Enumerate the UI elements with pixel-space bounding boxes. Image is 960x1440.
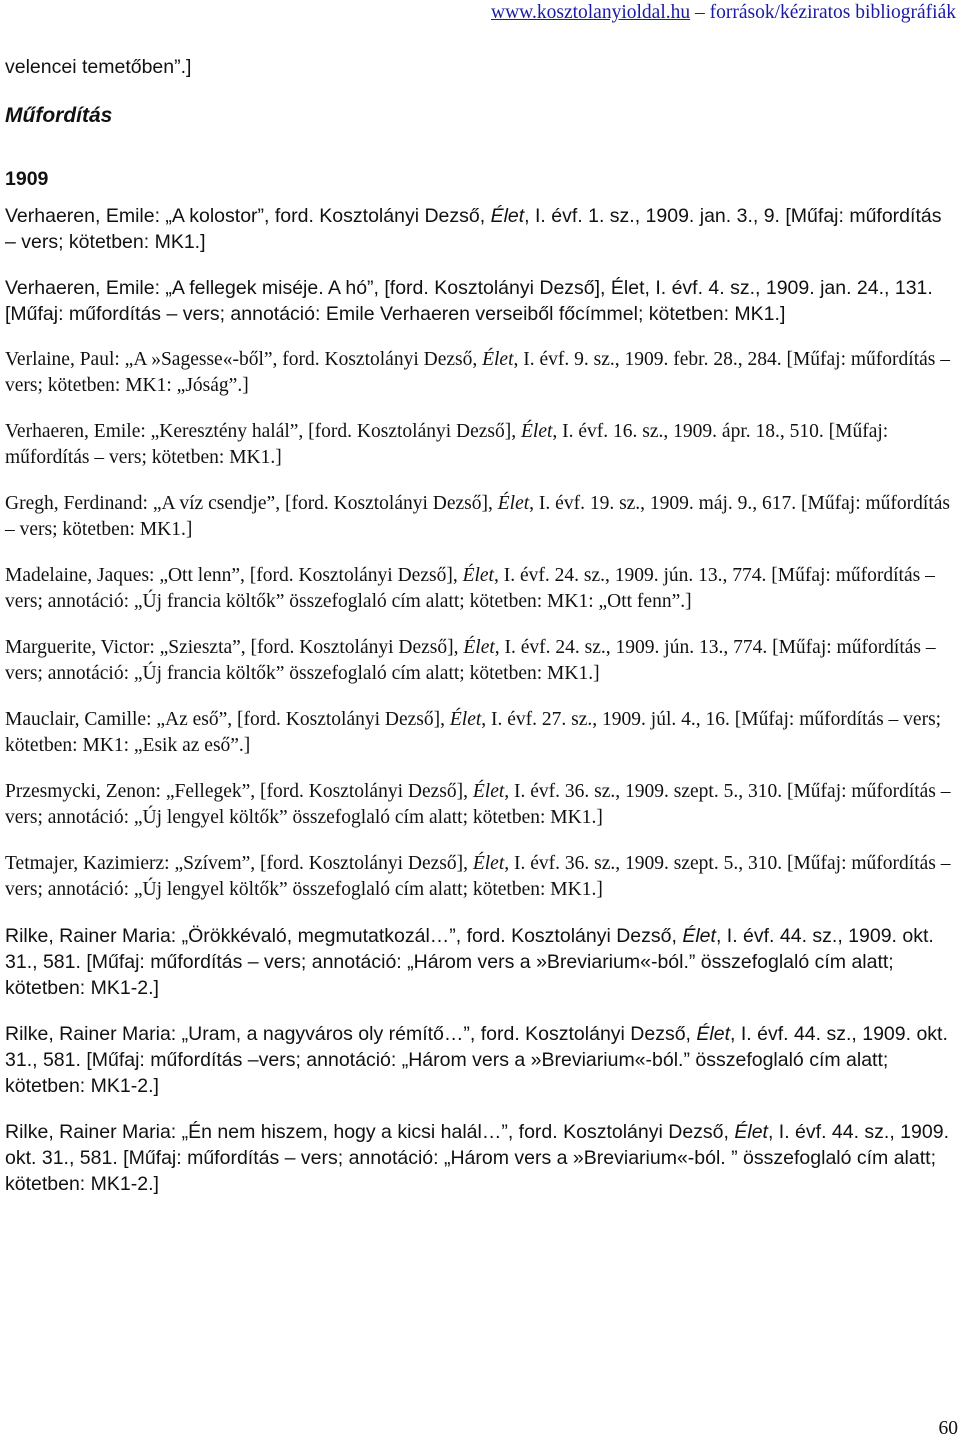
bibliography-entry xyxy=(5,635,955,687)
entry-text: Verlaine, Paul: „A »Sagesse«-ből”, ford. Kosztolányi Dezső, xyxy=(5,349,483,370)
entry-text: Verhaeren, Emile: „A kolostor”, ford. Kosztolányi Dezső, xyxy=(5,205,491,227)
year-heading: 1909 xyxy=(5,168,49,190)
journal-title: Élet xyxy=(463,637,495,658)
entry-text: , I. évf. 36. sz., 1909. szept. 5., 310. [Műfaj: műfordítás – vers; annotáció: „Új lengyel költők” összefoglaló cím alatt; kötetben: MK1.] xyxy=(5,781,951,828)
header-separator: – xyxy=(690,2,710,23)
journal-title: Élet xyxy=(682,925,716,947)
bibliography-entry xyxy=(5,923,955,1001)
entry-text: Madelaine, Jaques: „Ott lenn”, [ford. Kosztolányi Dezső], xyxy=(5,565,463,586)
entry-text: Gregh, Ferdinand: „A víz csendje”, [ford. Kosztolányi Dezső], xyxy=(5,493,498,514)
bibliography-entry xyxy=(5,491,955,543)
bibliography-entry xyxy=(5,1021,955,1099)
section-title: Műfordítás xyxy=(5,104,113,127)
bibliography-entry xyxy=(5,1119,955,1197)
page-number: 60 xyxy=(938,1418,958,1439)
entry-text: , I. évf. 27. sz., 1909. júl. 4., 16. [Műfaj: műfordítás – vers; kötetben: MK1: „Esik az eső”.] xyxy=(5,709,942,756)
continued-text: velencei temetőben”.] xyxy=(5,56,192,78)
journal-title: Élet xyxy=(472,781,505,802)
journal-title: Élet xyxy=(449,709,482,730)
entry-text: , I. évf. 16. sz., 1909. ápr. 18., 510. [Műfaj: műfordítás – vers; kötetben: MK1.] xyxy=(5,421,889,468)
entry-text: Rilke, Rainer Maria: „Én nem hiszem, hogy a kicsi halál…”, ford. Kosztolányi Dezső, xyxy=(5,1121,735,1143)
entry-text: , I. évf. 9. sz., 1909. febr. 28., 284. [Műfaj: műfordítás – vers; kötetben: MK1: „Jóság”.] xyxy=(5,349,951,396)
journal-title: Élet xyxy=(696,1023,731,1045)
journal-title: Élet xyxy=(462,565,494,586)
bibliography-entry xyxy=(5,851,955,903)
entry-text: Marguerite, Victor: „Szieszta”, [ford. Kosztolányi Dezső], xyxy=(5,637,464,658)
entry-text: , I. évf. 36. sz., 1909. szept. 5., 310. [Műfaj: műfordítás – vers; annotáció: „Új lengyel költők” összefoglaló cím alatt; kötetben: MK1.] xyxy=(5,853,951,900)
journal-title: Élet xyxy=(490,205,525,227)
site-link[interactable]: www.kosztolanyioldal.hu xyxy=(491,2,691,23)
bibliography-entry xyxy=(5,779,955,831)
bibliography-entry xyxy=(5,563,955,615)
journal-title: Élet xyxy=(497,493,530,514)
entry-text: Przesmycki, Zenon: „Fellegek”, [ford. Kosztolányi Dezső], xyxy=(5,781,473,802)
bibliography-entry xyxy=(5,707,955,759)
bibliography-entry xyxy=(5,275,955,327)
entry-text: Verhaeren, Emile: „Keresztény halál”, [ford. Kosztolányi Dezső], xyxy=(5,421,521,442)
journal-title: Élet xyxy=(472,853,505,874)
entry-text: , I. évf. 1. sz., 1909. jan. 3., 9. [Műfaj: műfordítás – vers; kötetben: MK1.] xyxy=(5,205,942,253)
entry-text: Rilke, Rainer Maria: „Örökkévaló, megmutatkozál…”, ford. Kosztolányi Dezső, xyxy=(5,925,683,947)
journal-title: Élet xyxy=(734,1121,768,1143)
entry-text: , I. évf. 44. sz., 1909. okt. 31., 581. [Műfaj: műfordítás – vers; annotáció: „Három vers a »Breviarium«-ból. ” összefoglaló cím alatt; kötetben: MK1-2.] xyxy=(5,1121,949,1195)
entry-text: , I. évf. 44. sz., 1909. okt. 31., 581. [Műfaj: műfordítás – vers; annotáció: „Három vers a »Breviarium«-ból.” összefoglaló cím alatt; kötetben: MK1-2.] xyxy=(5,925,934,999)
entry-text: , I. évf. 19. sz., 1909. máj. 9., 617. [Műfaj: műfordítás – vers; kötetben: MK1.] xyxy=(5,493,950,540)
header-description: források/kéziratos bibliográfiák xyxy=(709,2,956,23)
bibliography-entry xyxy=(5,203,955,255)
entry-text: , I. évf. 44. sz., 1909. okt. 31., 581. [Műfaj: műfordítás –vers; annotáció: „Három vers a »Breviarium«-ból.” összefoglaló cím alatt; kötetben: MK1-2.] xyxy=(5,1023,948,1097)
entry-text: , I. évf. 24. sz., 1909. jún. 13., 774. [Műfaj: műfordítás – vers; annotáció: „Új francia költők” összefoglaló cím alatt; kötetben: MK1.] xyxy=(5,637,936,684)
page-header xyxy=(491,2,956,24)
entry-text: , I. évf. 24. sz., 1909. jún. 13., 774. [Műfaj: műfordítás – vers; annotáció: „Új francia költők” összefoglaló cím alatt; kötetben: MK1: „Ott fenn”.] xyxy=(5,565,935,612)
journal-title: Élet xyxy=(521,421,553,442)
journal-title: Élet xyxy=(482,349,514,370)
bibliography-list xyxy=(5,203,955,1217)
entry-text: Verhaeren, Emile: „A fellegek miséje. A hó”, [ford. Kosztolányi Dezső], Élet, I. évf. 4. sz., 1909. jan. 24., 131. [Műfaj: műfordítás – vers; annotáció: Emile Verhaeren verseiből főcímmel; kötetben: MK1.] xyxy=(5,277,933,325)
bibliography-entry xyxy=(5,419,955,471)
entry-text: Rilke, Rainer Maria: „Uram, a nagyváros oly rémítő…”, ford. Kosztolányi Dezső, xyxy=(5,1023,697,1045)
entry-text: Mauclair, Camille: „Az eső”, [ford. Kosztolányi Dezső], xyxy=(5,709,450,730)
entry-text: Tetmajer, Kazimierz: „Szívem”, [ford. Kosztolányi Dezső], xyxy=(5,853,473,874)
bibliography-entry xyxy=(5,347,955,399)
